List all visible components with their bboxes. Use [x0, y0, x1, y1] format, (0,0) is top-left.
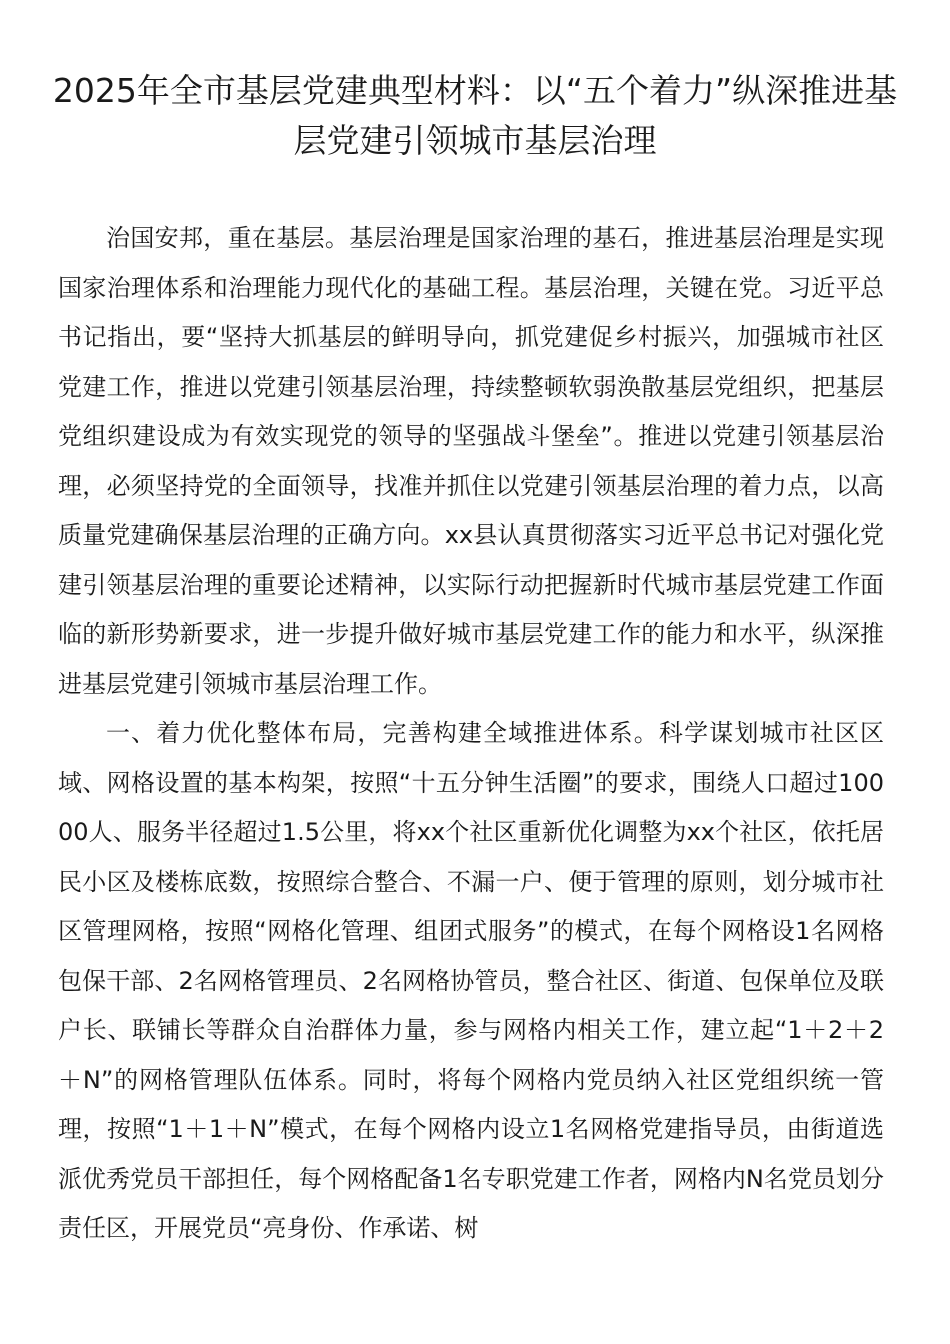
document-body — [58, 214, 884, 1254]
document-title: 2025年全市基层党建典型材料：以“五个着力”纵深推进基层党建引领城市基层治理 — [52, 71, 898, 160]
paragraph-intro: 治国安邦，重在基层。基层治理是国家治理的基石，推进基层治理是实现国家治理体系和治理能力现代化的基础工程。基层治理，关键在党。习近平总书记指出，要“坚持大抓基层的鲜明导向，抓党建促乡村振兴，加强城市社区党建工作，推进以党建引领基层治理，持续整顿软弱涣散基层党组织，把基层党组织建设成为有效实现党的领导的坚强战斗堡垒”。推进以党建引领基层治理，必须坚持党的全面领导，找准并抓住以党建引领基层治理的着力点，以高质量党建确保基层治理的正确方向。xx县认真贯彻落实习近平总书记对强化党建引领基层治理的重要论述精神，以实际行动把握新时代城市基层党建工作面临的新形势新要求，进一步提升做好城市基层党建工作的能力和水平，纵深推进基层党建引领城市基层治理工作。 — [58, 224, 884, 698]
paragraph-section-one: 一、着力优化整体布局，完善构建全域推进体系。科学谋划城市社区区域、网格设置的基本构架，按照“十五分钟生活圈”的要求，围绕人口超过10000人、服务半径超过1.5公里，将xx个社区重新优化调整为xx个社区，依托居民小区及楼栋底数，按照综合整合、不漏一户、便于管理的原则，划分城市社区管理网格，按照“网格化管理、组团式服务”的模式，在每个网格设1名网格包保干部、2名网格管理员、2名网格协管员，整合社区、街道、包保单位及联户长、联铺长等群众自治群体力量，参与网格内相关工作，建立起“1＋2＋2＋N”的网格管理队伍体系。同时，将每个网格内党员纳入社区党组织统一管理，按照“1＋1＋N”模式，在每个网格内设立1名网格党建指导员，由街道选派优秀党员干部担任，每个网格配备1名专职党建工作者，网格内N名党员划分责任区，开展党员“亮身份、作承诺、树 — [58, 719, 884, 1242]
